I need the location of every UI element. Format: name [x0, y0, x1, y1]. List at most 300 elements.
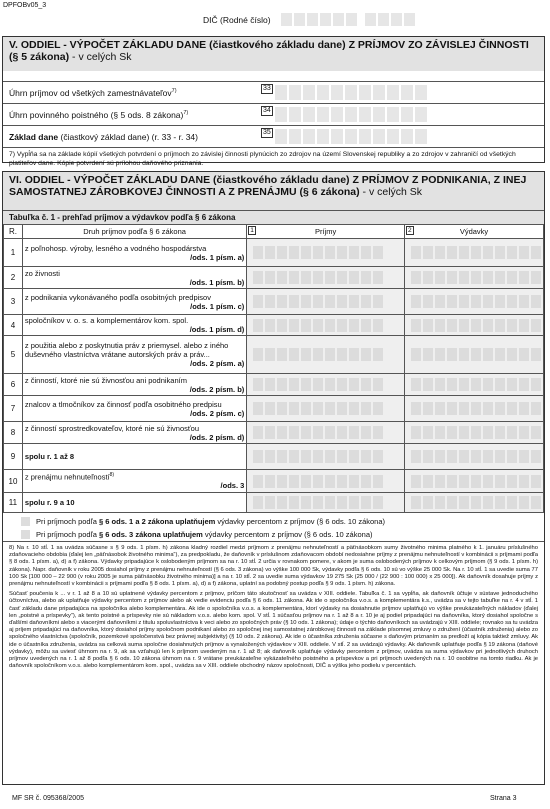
digit-box[interactable]	[447, 319, 457, 332]
digit-box[interactable]	[411, 378, 421, 391]
expense-amount-input[interactable]	[407, 402, 541, 415]
digit-box[interactable]	[459, 496, 469, 509]
digit-box[interactable]	[289, 348, 299, 361]
digit-box[interactable]	[471, 348, 481, 361]
digit-box[interactable]	[531, 378, 541, 391]
digit-box[interactable]	[495, 402, 505, 415]
digit-box[interactable]	[331, 107, 343, 122]
income-amount-input[interactable]	[249, 450, 402, 463]
digit-box[interactable]	[483, 246, 493, 259]
digit-box[interactable]	[361, 402, 371, 415]
digit-box[interactable]	[471, 271, 481, 284]
digit-box[interactable]	[447, 496, 457, 509]
digit-box[interactable]	[471, 402, 481, 415]
dic-digit-box[interactable]	[294, 13, 305, 26]
digit-box[interactable]	[519, 271, 529, 284]
digit-box[interactable]	[349, 246, 359, 259]
digit-box[interactable]	[337, 496, 347, 509]
digit-box[interactable]	[373, 426, 383, 439]
digit-box[interactable]	[495, 475, 505, 488]
digit-box[interactable]	[359, 129, 371, 144]
digit-box[interactable]	[337, 450, 347, 463]
digit-box[interactable]	[387, 85, 399, 100]
digit-box[interactable]	[423, 402, 433, 415]
digit-box[interactable]	[289, 319, 299, 332]
digit-box[interactable]	[345, 85, 357, 100]
digit-box[interactable]	[349, 450, 359, 463]
digit-box[interactable]	[337, 271, 347, 284]
digit-box[interactable]	[411, 348, 421, 361]
digit-box[interactable]	[423, 475, 433, 488]
digit-box[interactable]	[519, 378, 529, 391]
digit-box[interactable]	[435, 348, 445, 361]
digit-box[interactable]	[289, 271, 299, 284]
digit-box[interactable]	[519, 348, 529, 361]
digit-box[interactable]	[435, 450, 445, 463]
digit-box[interactable]	[373, 450, 383, 463]
digit-box[interactable]	[373, 402, 383, 415]
income-amount-input[interactable]	[249, 496, 402, 509]
digit-box[interactable]	[519, 426, 529, 439]
digit-box[interactable]	[317, 85, 329, 100]
digit-box[interactable]	[471, 246, 481, 259]
digit-box[interactable]	[301, 271, 311, 284]
digit-box[interactable]	[483, 348, 493, 361]
income-amount-input[interactable]	[249, 271, 402, 284]
digit-box[interactable]	[495, 319, 505, 332]
digit-box[interactable]	[495, 378, 505, 391]
digit-box[interactable]	[277, 402, 287, 415]
digit-box[interactable]	[337, 378, 347, 391]
dic-digit-box[interactable]	[391, 13, 402, 26]
digit-box[interactable]	[265, 475, 275, 488]
dic-input[interactable]	[281, 13, 415, 26]
digit-box[interactable]	[411, 271, 421, 284]
digit-box[interactable]	[277, 426, 287, 439]
digit-box[interactable]	[325, 496, 335, 509]
digit-box[interactable]	[495, 426, 505, 439]
dic-digit-box[interactable]	[365, 13, 376, 26]
income-amount-input[interactable]	[249, 378, 402, 391]
digit-box[interactable]	[373, 496, 383, 509]
digit-box[interactable]	[325, 348, 335, 361]
income-amount-input[interactable]	[249, 319, 402, 332]
digit-box[interactable]	[373, 107, 385, 122]
digit-box[interactable]	[349, 295, 359, 308]
digit-box[interactable]	[507, 378, 517, 391]
digit-box[interactable]	[361, 295, 371, 308]
digit-box[interactable]	[253, 348, 263, 361]
digit-box[interactable]	[277, 496, 287, 509]
digit-box[interactable]	[483, 378, 493, 391]
digit-box[interactable]	[349, 378, 359, 391]
digit-box[interactable]	[459, 378, 469, 391]
digit-box[interactable]	[483, 319, 493, 332]
digit-box[interactable]	[507, 271, 517, 284]
digit-box[interactable]	[303, 129, 315, 144]
dic-digit-box[interactable]	[346, 13, 357, 26]
digit-box[interactable]	[483, 496, 493, 509]
digit-box[interactable]	[519, 475, 529, 488]
digit-box[interactable]	[325, 475, 335, 488]
digit-box[interactable]	[459, 295, 469, 308]
digit-box[interactable]	[435, 246, 445, 259]
digit-box[interactable]	[277, 450, 287, 463]
digit-box[interactable]	[277, 348, 287, 361]
digit-box[interactable]	[435, 271, 445, 284]
digit-box[interactable]	[317, 107, 329, 122]
digit-box[interactable]	[361, 378, 371, 391]
digit-box[interactable]	[325, 378, 335, 391]
digit-box[interactable]	[265, 450, 275, 463]
digit-box[interactable]	[459, 246, 469, 259]
digit-box[interactable]	[507, 319, 517, 332]
digit-box[interactable]	[301, 378, 311, 391]
digit-box[interactable]	[301, 475, 311, 488]
digit-box[interactable]	[337, 475, 347, 488]
digit-box[interactable]	[483, 295, 493, 308]
digit-box[interactable]	[313, 319, 323, 332]
digit-box[interactable]	[349, 402, 359, 415]
digit-box[interactable]	[337, 319, 347, 332]
digit-box[interactable]	[411, 496, 421, 509]
expense-amount-input[interactable]	[407, 348, 541, 361]
digit-box[interactable]	[471, 378, 481, 391]
digit-box[interactable]	[471, 426, 481, 439]
digit-box[interactable]	[361, 496, 371, 509]
digit-box[interactable]	[289, 378, 299, 391]
digit-box[interactable]	[387, 129, 399, 144]
dic-digit-box[interactable]	[333, 13, 344, 26]
digit-box[interactable]	[345, 129, 357, 144]
digit-box[interactable]	[435, 295, 445, 308]
digit-box[interactable]	[349, 426, 359, 439]
digit-box[interactable]	[289, 129, 301, 144]
digit-box[interactable]	[495, 246, 505, 259]
digit-box[interactable]	[289, 426, 299, 439]
digit-box[interactable]	[531, 246, 541, 259]
expense-amount-input[interactable]	[407, 496, 541, 509]
digit-box[interactable]	[415, 129, 427, 144]
amount-input[interactable]	[275, 107, 427, 122]
digit-box[interactable]	[411, 475, 421, 488]
digit-box[interactable]	[519, 319, 529, 332]
digit-box[interactable]	[423, 348, 433, 361]
income-amount-input[interactable]	[249, 475, 402, 488]
digit-box[interactable]	[459, 450, 469, 463]
digit-box[interactable]	[265, 426, 275, 439]
dic-digit-box[interactable]	[378, 13, 389, 26]
digit-box[interactable]	[471, 475, 481, 488]
digit-box[interactable]	[275, 129, 287, 144]
digit-box[interactable]	[313, 402, 323, 415]
digit-box[interactable]	[507, 426, 517, 439]
digit-box[interactable]	[507, 402, 517, 415]
digit-box[interactable]	[495, 295, 505, 308]
digit-box[interactable]	[289, 107, 301, 122]
digit-box[interactable]	[471, 319, 481, 332]
digit-box[interactable]	[349, 475, 359, 488]
digit-box[interactable]	[337, 402, 347, 415]
digit-box[interactable]	[361, 450, 371, 463]
expense-amount-input[interactable]	[407, 295, 541, 308]
digit-box[interactable]	[435, 378, 445, 391]
digit-box[interactable]	[275, 85, 287, 100]
income-amount-input[interactable]	[249, 348, 402, 361]
digit-box[interactable]	[361, 246, 371, 259]
digit-box[interactable]	[361, 426, 371, 439]
amount-input[interactable]	[275, 85, 427, 100]
digit-box[interactable]	[459, 426, 469, 439]
digit-box[interactable]	[459, 319, 469, 332]
digit-box[interactable]	[401, 107, 413, 122]
checkbox[interactable]	[21, 517, 30, 526]
digit-box[interactable]	[301, 348, 311, 361]
digit-box[interactable]	[459, 271, 469, 284]
amount-input[interactable]	[275, 129, 427, 144]
digit-box[interactable]	[447, 348, 457, 361]
digit-box[interactable]	[507, 295, 517, 308]
digit-box[interactable]	[507, 348, 517, 361]
digit-box[interactable]	[331, 85, 343, 100]
digit-box[interactable]	[301, 450, 311, 463]
digit-box[interactable]	[435, 475, 445, 488]
digit-box[interactable]	[507, 450, 517, 463]
digit-box[interactable]	[531, 295, 541, 308]
digit-box[interactable]	[471, 450, 481, 463]
digit-box[interactable]	[495, 450, 505, 463]
digit-box[interactable]	[483, 426, 493, 439]
digit-box[interactable]	[447, 475, 457, 488]
digit-box[interactable]	[447, 402, 457, 415]
dic-digit-box[interactable]	[307, 13, 318, 26]
digit-box[interactable]	[289, 295, 299, 308]
digit-box[interactable]	[447, 378, 457, 391]
digit-box[interactable]	[325, 450, 335, 463]
digit-box[interactable]	[345, 107, 357, 122]
digit-box[interactable]	[325, 246, 335, 259]
digit-box[interactable]	[531, 475, 541, 488]
digit-box[interactable]	[471, 295, 481, 308]
digit-box[interactable]	[265, 496, 275, 509]
digit-box[interactable]	[531, 426, 541, 439]
digit-box[interactable]	[301, 319, 311, 332]
digit-box[interactable]	[277, 271, 287, 284]
digit-box[interactable]	[277, 319, 287, 332]
digit-box[interactable]	[423, 426, 433, 439]
digit-box[interactable]	[423, 450, 433, 463]
income-amount-input[interactable]	[249, 402, 402, 415]
digit-box[interactable]	[361, 348, 371, 361]
digit-box[interactable]	[531, 271, 541, 284]
digit-box[interactable]	[519, 402, 529, 415]
digit-box[interactable]	[313, 426, 323, 439]
digit-box[interactable]	[253, 246, 263, 259]
digit-box[interactable]	[313, 348, 323, 361]
digit-box[interactable]	[411, 246, 421, 259]
digit-box[interactable]	[359, 107, 371, 122]
digit-box[interactable]	[265, 295, 275, 308]
digit-box[interactable]	[289, 85, 301, 100]
digit-box[interactable]	[277, 295, 287, 308]
digit-box[interactable]	[253, 450, 263, 463]
digit-box[interactable]	[401, 85, 413, 100]
digit-box[interactable]	[253, 295, 263, 308]
digit-box[interactable]	[411, 450, 421, 463]
digit-box[interactable]	[265, 271, 275, 284]
digit-box[interactable]	[325, 271, 335, 284]
digit-box[interactable]	[447, 450, 457, 463]
digit-box[interactable]	[313, 295, 323, 308]
digit-box[interactable]	[253, 426, 263, 439]
dic-digit-box[interactable]	[404, 13, 415, 26]
digit-box[interactable]	[401, 129, 413, 144]
digit-box[interactable]	[277, 246, 287, 259]
digit-box[interactable]	[277, 475, 287, 488]
digit-box[interactable]	[301, 426, 311, 439]
digit-box[interactable]	[415, 85, 427, 100]
digit-box[interactable]	[289, 402, 299, 415]
digit-box[interactable]	[265, 378, 275, 391]
digit-box[interactable]	[519, 496, 529, 509]
digit-box[interactable]	[289, 475, 299, 488]
digit-box[interactable]	[531, 348, 541, 361]
expense-amount-input[interactable]	[407, 426, 541, 439]
digit-box[interactable]	[301, 496, 311, 509]
digit-box[interactable]	[253, 378, 263, 391]
digit-box[interactable]	[301, 295, 311, 308]
digit-box[interactable]	[507, 475, 517, 488]
digit-box[interactable]	[359, 85, 371, 100]
digit-box[interactable]	[459, 402, 469, 415]
digit-box[interactable]	[373, 85, 385, 100]
digit-box[interactable]	[483, 450, 493, 463]
income-amount-input[interactable]	[249, 426, 402, 439]
digit-box[interactable]	[519, 246, 529, 259]
dic-digit-box[interactable]	[320, 13, 331, 26]
digit-box[interactable]	[531, 450, 541, 463]
digit-box[interactable]	[411, 319, 421, 332]
digit-box[interactable]	[313, 496, 323, 509]
digit-box[interactable]	[331, 129, 343, 144]
income-amount-input[interactable]	[249, 295, 402, 308]
digit-box[interactable]	[483, 271, 493, 284]
digit-box[interactable]	[423, 295, 433, 308]
digit-box[interactable]	[253, 319, 263, 332]
digit-box[interactable]	[423, 378, 433, 391]
digit-box[interactable]	[423, 246, 433, 259]
digit-box[interactable]	[447, 295, 457, 308]
digit-box[interactable]	[301, 402, 311, 415]
digit-box[interactable]	[337, 246, 347, 259]
digit-box[interactable]	[361, 475, 371, 488]
expense-amount-input[interactable]	[407, 319, 541, 332]
digit-box[interactable]	[313, 271, 323, 284]
digit-box[interactable]	[459, 348, 469, 361]
digit-box[interactable]	[253, 496, 263, 509]
expense-amount-input[interactable]	[407, 378, 541, 391]
digit-box[interactable]	[277, 378, 287, 391]
income-amount-input[interactable]	[249, 246, 402, 259]
digit-box[interactable]	[349, 319, 359, 332]
digit-box[interactable]	[289, 246, 299, 259]
digit-box[interactable]	[495, 271, 505, 284]
digit-box[interactable]	[459, 475, 469, 488]
digit-box[interactable]	[265, 402, 275, 415]
digit-box[interactable]	[531, 319, 541, 332]
digit-box[interactable]	[411, 426, 421, 439]
dic-digit-box[interactable]	[281, 13, 292, 26]
digit-box[interactable]	[361, 319, 371, 332]
digit-box[interactable]	[265, 319, 275, 332]
digit-box[interactable]	[531, 402, 541, 415]
digit-box[interactable]	[325, 402, 335, 415]
digit-box[interactable]	[519, 295, 529, 308]
digit-box[interactable]	[349, 348, 359, 361]
digit-box[interactable]	[317, 129, 329, 144]
digit-box[interactable]	[411, 295, 421, 308]
digit-box[interactable]	[337, 426, 347, 439]
expense-amount-input[interactable]	[407, 450, 541, 463]
digit-box[interactable]	[313, 378, 323, 391]
digit-box[interactable]	[435, 402, 445, 415]
digit-box[interactable]	[303, 107, 315, 122]
digit-box[interactable]	[301, 246, 311, 259]
digit-box[interactable]	[387, 107, 399, 122]
digit-box[interactable]	[435, 496, 445, 509]
digit-box[interactable]	[435, 319, 445, 332]
digit-box[interactable]	[373, 378, 383, 391]
digit-box[interactable]	[423, 496, 433, 509]
digit-box[interactable]	[373, 295, 383, 308]
digit-box[interactable]	[265, 348, 275, 361]
digit-box[interactable]	[373, 271, 383, 284]
digit-box[interactable]	[313, 475, 323, 488]
digit-box[interactable]	[303, 85, 315, 100]
checkbox[interactable]	[21, 530, 30, 539]
digit-box[interactable]	[495, 496, 505, 509]
digit-box[interactable]	[483, 402, 493, 415]
digit-box[interactable]	[289, 496, 299, 509]
digit-box[interactable]	[325, 426, 335, 439]
expense-amount-input[interactable]	[407, 271, 541, 284]
digit-box[interactable]	[253, 271, 263, 284]
digit-box[interactable]	[253, 475, 263, 488]
digit-box[interactable]	[411, 402, 421, 415]
digit-box[interactable]	[265, 246, 275, 259]
digit-box[interactable]	[337, 295, 347, 308]
digit-box[interactable]	[373, 129, 385, 144]
digit-box[interactable]	[483, 475, 493, 488]
digit-box[interactable]	[325, 319, 335, 332]
digit-box[interactable]	[447, 271, 457, 284]
digit-box[interactable]	[275, 107, 287, 122]
digit-box[interactable]	[349, 496, 359, 509]
digit-box[interactable]	[495, 348, 505, 361]
digit-box[interactable]	[373, 246, 383, 259]
expense-amount-input[interactable]	[407, 246, 541, 259]
digit-box[interactable]	[361, 271, 371, 284]
digit-box[interactable]	[373, 475, 383, 488]
digit-box[interactable]	[447, 246, 457, 259]
digit-box[interactable]	[373, 319, 383, 332]
digit-box[interactable]	[423, 271, 433, 284]
digit-box[interactable]	[325, 295, 335, 308]
digit-box[interactable]	[447, 426, 457, 439]
digit-box[interactable]	[373, 348, 383, 361]
digit-box[interactable]	[531, 496, 541, 509]
digit-box[interactable]	[415, 107, 427, 122]
